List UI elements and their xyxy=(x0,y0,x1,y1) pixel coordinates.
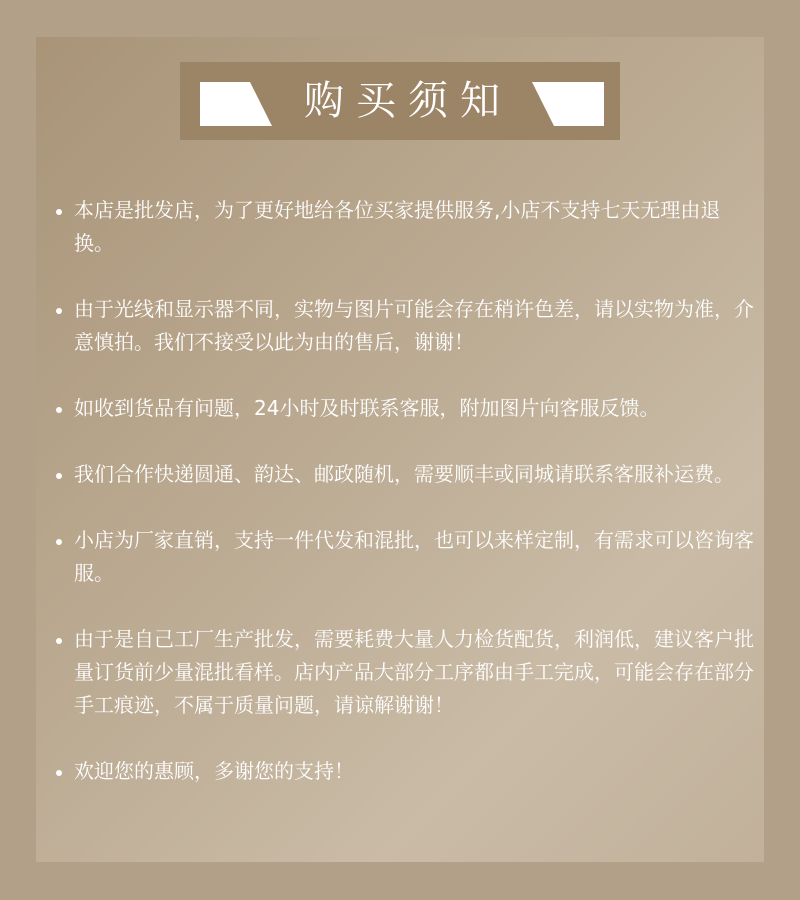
bullet-icon xyxy=(56,770,62,776)
notice-item-color-difference xyxy=(56,293,756,359)
notice-panel xyxy=(36,37,764,862)
notice-text: 由于光线和显示器不同，实物与图片可能会存在稍许色差，请以实物为准，介意慎拍。我们不接受以此为由的售后，谢谢！ xyxy=(74,297,754,354)
bullet-icon xyxy=(56,473,62,479)
bullet-icon xyxy=(56,308,62,314)
notice-item-quality-issue xyxy=(56,392,756,425)
notice-item-shipping xyxy=(56,458,756,491)
bullet-icon xyxy=(56,539,62,545)
bullet-icon xyxy=(56,209,62,215)
page-title: 购买须知 xyxy=(304,78,512,124)
notice-item-handmade xyxy=(56,623,756,722)
notice-list xyxy=(56,194,756,821)
notice-item-wholesale xyxy=(56,524,756,590)
right-banner-decoration-icon xyxy=(532,82,604,126)
bullet-icon xyxy=(56,407,62,413)
notice-text: 本店是批发店，为了更好地给各位买家提供服务,小店不支持七天无理由退换。 xyxy=(74,198,721,255)
bullet-icon xyxy=(56,638,62,644)
notice-text: 由于是自己工厂生产批发，需要耗费大量人力检货配货，利润低，建议客户批量订货前少量混批看样。店内产品大部分工序都由手工完成，可能会存在部分手工痕迹，不属于质量问题，请谅解谢谢！ xyxy=(74,627,754,717)
notice-text: 我们合作快递圆通、韵达、邮政随机，需要顺丰或同城请联系客服补运费。 xyxy=(74,462,734,486)
notice-item-thanks xyxy=(56,755,756,788)
notice-item-return-policy xyxy=(56,194,756,260)
notice-text: 欢迎您的惠顾，多谢您的支持！ xyxy=(74,759,354,783)
title-banner xyxy=(180,62,620,140)
notice-text: 小店为厂家直销，支持一件代发和混批，也可以来样定制，有需求可以咨询客服。 xyxy=(74,528,754,585)
left-banner-decoration-icon xyxy=(200,82,272,126)
notice-text: 如收到货品有问题，24小时及时联系客服，附加图片向客服反馈。 xyxy=(74,396,660,420)
